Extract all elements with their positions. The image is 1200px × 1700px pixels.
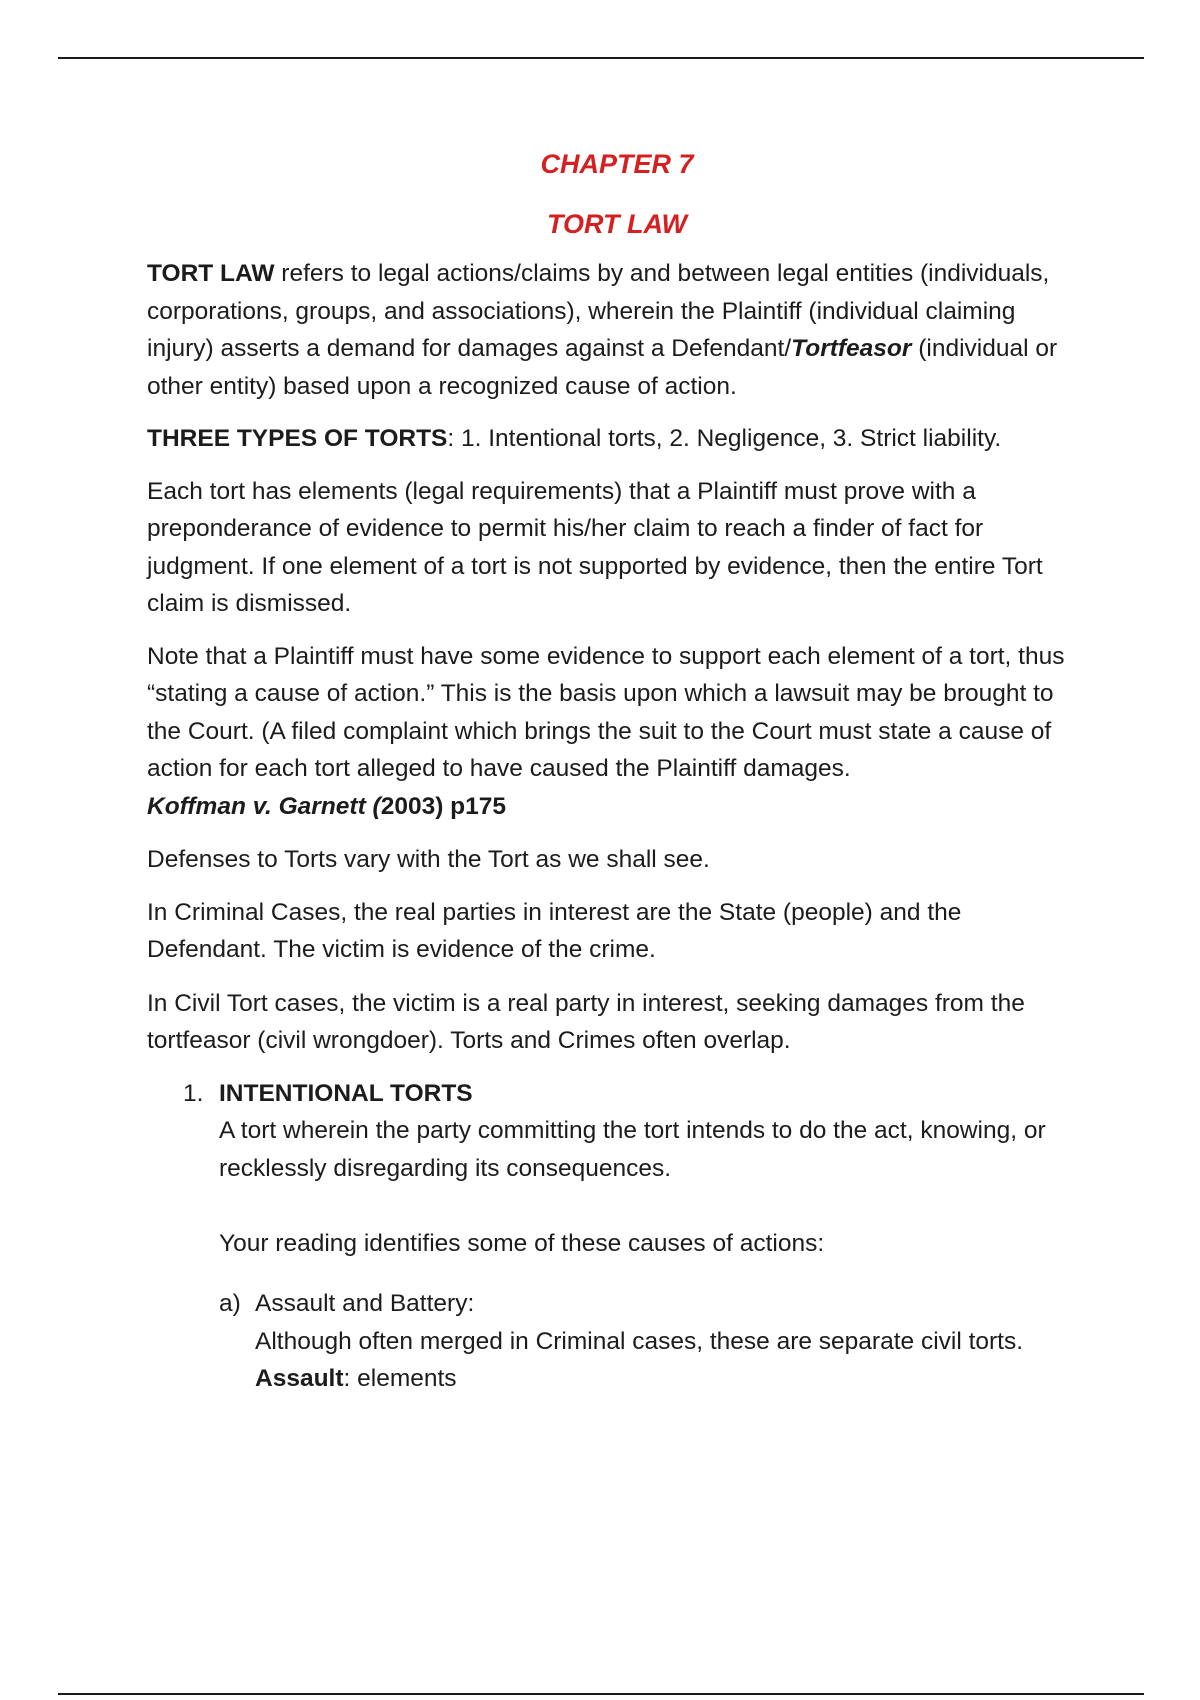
civil-paragraph: In Civil Tort cases, the victim is a real party in interest, seeking damages from the tortfeasor (civil wrongdoer). Torts and Crimes often overlap. <box>147 989 1025 1054</box>
assault-rest: : elements <box>343 1365 457 1392</box>
types-paragraph <box>147 420 1087 458</box>
section-intentional-torts <box>147 1075 1087 1398</box>
case-citation-rest: 2003) p175 <box>380 792 507 820</box>
chapter-title: TORT LAW <box>547 209 687 239</box>
item-letter: a) <box>219 1290 241 1317</box>
intro-tortfeasor: Tortfeasor <box>791 335 912 362</box>
note-text: Note that a Plaintiff must have some evidence to support each element of a tort, thus “stating a cause of action.” This is the basis upon which a lawsuit may be brought to the Court. (A filed complaint which brings the suit to the Court must state a cause of action for each tort alleged to have caused the Plaintiff damages. <box>147 642 1065 782</box>
item-title: Assault and Battery: <box>255 1290 475 1317</box>
elements-paragraph: Each tort has elements (legal requirements) that a Plaintiff must prove with a preponderance of evidence to permit his/her claim to reach a finder of fact for judgment. If one element of a tort is not supported by evidence, then the entire Tort claim is dismissed. <box>147 477 1043 617</box>
document-page <box>147 140 1087 1398</box>
section-number: 1. <box>183 1079 204 1107</box>
types-label: THREE TYPES OF TORTS <box>147 425 448 452</box>
intro-term: TORT LAW <box>147 260 275 287</box>
section-heading: INTENTIONAL TORTS <box>219 1079 473 1107</box>
types-text: : 1. Intentional torts, 2. Negligence, 3. Strict liability. <box>447 425 1002 452</box>
section-definition: A tort wherein the party committing the tort intends to do the act, knowing, or recklessly disregarding its consequences. <box>219 1117 1046 1182</box>
case-citation-italic: Koffman v. Garnett ( <box>147 792 381 820</box>
header-rule <box>58 57 1144 59</box>
list-item-assault-battery <box>219 1285 1087 1398</box>
item-text: Although often merged in Criminal cases, these are separate civil torts. <box>255 1327 1024 1355</box>
assault-label: Assault <box>255 1365 344 1392</box>
defenses-paragraph: Defenses to Torts vary with the Tort as we shall see. <box>147 846 710 873</box>
section-reading: Your reading identifies some of these causes of actions: <box>219 1229 825 1257</box>
spacer <box>219 1187 1087 1225</box>
footer-rule <box>58 1693 1144 1695</box>
intro-paragraph <box>147 255 1087 405</box>
note-paragraph <box>147 638 1087 826</box>
intro-text-1: refers to legal actions/claims by and between legal entities (individuals, corporations, groups, and associations), wherein the Plaintiff (individual claiming injury) asserts a demand for damages against a Defendant/ <box>147 260 1050 362</box>
criminal-paragraph: In Criminal Cases, the real parties in interest are the State (people) and the Defendant. The victim is evidence of the crime. <box>147 898 962 963</box>
chapter-heading: CHAPTER 7 <box>540 149 694 179</box>
intro-text-2: (individual or other entity) based upon a recognized cause of action. <box>147 335 1058 400</box>
item-assault-line <box>255 1360 1087 1398</box>
